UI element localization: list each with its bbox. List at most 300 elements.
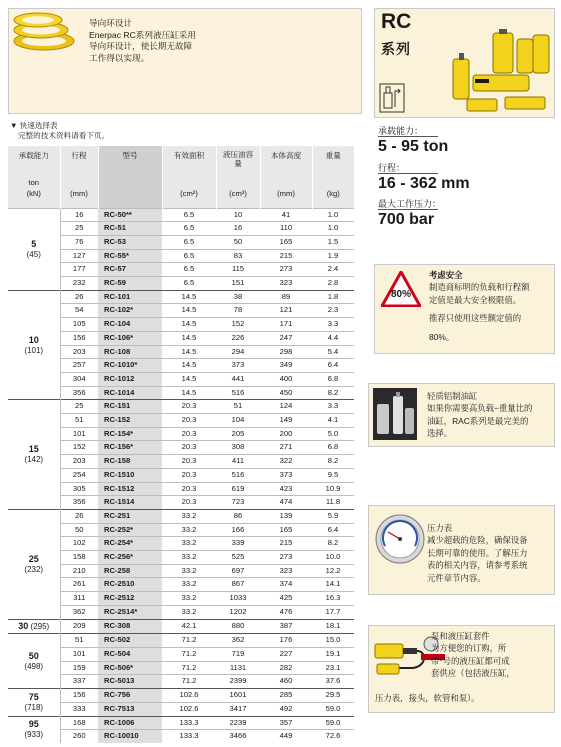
height-cell: 323 — [260, 564, 312, 578]
header-blank — [162, 178, 216, 189]
area-cell: 102.6 — [162, 689, 216, 703]
stroke-cell: 102 — [60, 537, 98, 551]
oil-cell: 308 — [216, 441, 260, 455]
height-cell: 149 — [260, 414, 312, 428]
height-cell: 89 — [260, 290, 312, 304]
height-cell: 227 — [260, 648, 312, 662]
capacity-ton: 75 — [28, 691, 39, 702]
area-cell: 33.2 — [162, 578, 216, 592]
pump-set-text-right — [431, 630, 515, 680]
gauge-line: 元件章节内容。 — [427, 572, 486, 583]
table-row — [8, 400, 354, 414]
weight-cell: 59.0 — [312, 716, 354, 730]
area-cell: 14.5 — [162, 345, 216, 359]
height-cell: 121 — [260, 304, 312, 318]
area-cell: 14.5 — [162, 290, 216, 304]
area-cell: 42.1 — [162, 619, 216, 634]
spec-value: 5 - 95 ton — [378, 138, 449, 155]
height-cell: 171 — [260, 318, 312, 332]
oil-cell: 115 — [216, 263, 260, 277]
height-cell: 373 — [260, 468, 312, 482]
height-cell: 349 — [260, 359, 312, 373]
table-row — [8, 730, 354, 743]
model-cell: RC-106* — [98, 331, 162, 345]
table-row — [8, 304, 354, 318]
model-cell: RC-104 — [98, 318, 162, 332]
stroke-cell: 25 — [60, 222, 98, 236]
weight-cell: 6.8 — [312, 441, 354, 455]
stroke-cell: 260 — [60, 730, 98, 743]
height-cell: 200 — [260, 427, 312, 441]
oil-cell: 10 — [216, 208, 260, 222]
area-cell: 6.5 — [162, 208, 216, 222]
model-cell: RC-55* — [98, 249, 162, 263]
table-row — [8, 716, 354, 730]
table-row — [8, 648, 354, 662]
weight-cell: 1.5 — [312, 235, 354, 249]
weight-cell: 5.0 — [312, 427, 354, 441]
height-cell: 273 — [260, 551, 312, 565]
capacity-cell — [8, 689, 60, 716]
weight-cell: 4.4 — [312, 331, 354, 345]
oil-cell: 83 — [216, 249, 260, 263]
cylinders-photo — [445, 29, 553, 115]
model-cell: RC-2514* — [98, 605, 162, 619]
aluminum-note — [368, 383, 555, 447]
capacity-kn: (232) — [24, 564, 44, 574]
table-row — [8, 345, 354, 359]
area-cell: 20.3 — [162, 441, 216, 455]
area-cell: 133.3 — [162, 716, 216, 730]
table-header-ton-row — [8, 178, 354, 189]
capacity-ton: 50 — [28, 650, 39, 661]
table-row — [8, 702, 354, 716]
weight-cell: 11.8 — [312, 496, 354, 510]
unit-height: (mm) — [260, 189, 312, 208]
weight-cell: 10.9 — [312, 482, 354, 496]
height-cell: 323 — [260, 277, 312, 291]
model-cell: RC-251 — [98, 509, 162, 523]
model-cell: RC-57 — [98, 263, 162, 277]
model-cell: RC-1012 — [98, 372, 162, 386]
model-cell: RC-504 — [98, 648, 162, 662]
capacity-ton: 15 — [28, 444, 39, 455]
oil-cell: 86 — [216, 509, 260, 523]
spec-label: 行程： — [378, 163, 406, 173]
weight-cell: 23.1 — [312, 661, 354, 675]
model-cell: RC-2512 — [98, 592, 162, 606]
col-header-oil-text: 液压油容量 — [222, 150, 254, 168]
area-cell: 20.3 — [162, 400, 216, 414]
stroke-cell: 311 — [60, 592, 98, 606]
oil-cell: 205 — [216, 427, 260, 441]
oil-cell: 2239 — [216, 716, 260, 730]
stroke-cell: 16 — [60, 208, 98, 222]
col-header-stroke: 行程 — [60, 146, 98, 178]
stroke-cell: 50 — [60, 523, 98, 537]
capacity-cell — [8, 619, 60, 634]
stroke-cell: 26 — [60, 290, 98, 304]
stroke-cell: 257 — [60, 359, 98, 373]
oil-cell: 1601 — [216, 689, 260, 703]
oil-cell: 16 — [216, 222, 260, 236]
safety-line: 制造商标明的负载和行程额 — [429, 282, 530, 293]
series-header — [374, 8, 555, 118]
table-row — [8, 496, 354, 510]
area-cell: 71.2 — [162, 634, 216, 648]
col-header-height: 本体高度 — [260, 146, 312, 178]
weight-cell: 59.0 — [312, 702, 354, 716]
height-cell: 247 — [260, 331, 312, 345]
oil-cell: 78 — [216, 304, 260, 318]
area-cell: 33.2 — [162, 523, 216, 537]
table-row — [8, 619, 354, 634]
table-row — [8, 222, 354, 236]
weight-cell: 1.0 — [312, 208, 354, 222]
safety-title: 考虑安全 — [429, 270, 463, 280]
weight-cell: 1.0 — [312, 222, 354, 236]
height-cell: 492 — [260, 702, 312, 716]
oil-cell: 719 — [216, 648, 260, 662]
table-row — [8, 509, 354, 523]
stroke-cell: 25 — [60, 400, 98, 414]
quick-select-title: ▼ 快速选择表 — [10, 121, 58, 130]
gauge-text — [427, 522, 528, 584]
stroke-cell: 101 — [60, 427, 98, 441]
table-row — [8, 372, 354, 386]
col-header-model: 型号 — [98, 146, 162, 178]
weight-cell: 6.4 — [312, 523, 354, 537]
area-cell: 33.2 — [162, 551, 216, 565]
model-cell: RC-1510 — [98, 468, 162, 482]
area-cell: 20.3 — [162, 468, 216, 482]
stroke-cell: 156 — [60, 689, 98, 703]
model-cell: RC-50** — [98, 208, 162, 222]
stroke-cell: 356 — [60, 496, 98, 510]
oil-cell: 525 — [216, 551, 260, 565]
model-cell: RC-152 — [98, 414, 162, 428]
table-units-row — [8, 189, 354, 208]
stroke-cell: 51 — [60, 634, 98, 648]
height-cell: 110 — [260, 222, 312, 236]
table-body — [8, 208, 354, 743]
safety-text — [429, 269, 530, 343]
model-cell: RC-53 — [98, 235, 162, 249]
weight-cell: 8.2 — [312, 455, 354, 469]
area-cell: 14.5 — [162, 318, 216, 332]
pump-set-line: 泵和液压缸套件 — [431, 631, 490, 641]
unit-oil: (cm³) — [216, 189, 260, 208]
oil-cell: 1033 — [216, 592, 260, 606]
area-cell: 14.5 — [162, 359, 216, 373]
area-cell: 14.5 — [162, 304, 216, 318]
model-cell: RC-308 — [98, 619, 162, 634]
area-cell: 71.2 — [162, 675, 216, 689]
capacity-cell — [8, 290, 60, 400]
table-row — [8, 414, 354, 428]
area-cell: 33.2 — [162, 605, 216, 619]
area-cell: 20.3 — [162, 482, 216, 496]
area-cell: 6.5 — [162, 277, 216, 291]
oil-cell: 441 — [216, 372, 260, 386]
height-cell: 449 — [260, 730, 312, 743]
spec-value: 16 - 362 mm — [378, 175, 470, 192]
table-row — [8, 482, 354, 496]
header-blank — [98, 178, 162, 189]
area-cell: 6.5 — [162, 249, 216, 263]
pump-set-line: 带*号的液压缸都可成 — [431, 655, 510, 666]
capacity-kn: (295) — [30, 621, 50, 631]
capacity-cell — [8, 208, 60, 290]
intro-line: 导向环设计 — [89, 18, 132, 28]
table-row — [8, 318, 354, 332]
table-row — [8, 290, 354, 304]
model-cell: RC-1514 — [98, 496, 162, 510]
spec-capacity — [378, 126, 448, 156]
table-row — [8, 468, 354, 482]
model-cell: RC-1006 — [98, 716, 162, 730]
capacity-kn: (933) — [24, 730, 44, 740]
oil-cell: 723 — [216, 496, 260, 510]
capacity-ton: 95 — [28, 719, 39, 730]
stroke-cell: 105 — [60, 318, 98, 332]
oil-cell: 166 — [216, 523, 260, 537]
oil-cell: 226 — [216, 331, 260, 345]
height-cell: 298 — [260, 345, 312, 359]
area-cell: 20.3 — [162, 427, 216, 441]
weight-cell: 9.5 — [312, 468, 354, 482]
oil-cell: 1202 — [216, 605, 260, 619]
oil-cell: 619 — [216, 482, 260, 496]
stroke-cell: 158 — [60, 551, 98, 565]
table-row — [8, 537, 354, 551]
height-cell: 423 — [260, 482, 312, 496]
table-row — [8, 661, 354, 675]
model-cell: RC-151 — [98, 400, 162, 414]
safety-line: 定值是最大安全极限值。 — [429, 294, 522, 305]
quick-select-table — [8, 146, 354, 743]
area-cell: 33.2 — [162, 537, 216, 551]
weight-cell: 8.2 — [312, 386, 354, 400]
spec-pressure — [378, 199, 441, 229]
area-cell: 33.2 — [162, 509, 216, 523]
model-cell: RC-2510 — [98, 578, 162, 592]
height-cell: 476 — [260, 605, 312, 619]
weight-cell: 37.6 — [312, 675, 354, 689]
guide-ring-image — [11, 11, 81, 53]
col-header-weight: 重量 — [312, 146, 354, 178]
area-cell: 6.5 — [162, 222, 216, 236]
weight-cell: 5.9 — [312, 509, 354, 523]
table-header-row — [8, 146, 354, 178]
capacity-cell — [8, 716, 60, 743]
weight-cell: 17.7 — [312, 605, 354, 619]
capacity-kn: (498) — [24, 661, 44, 671]
weight-cell: 5.4 — [312, 345, 354, 359]
safety-line: 推荐只使用这些额定值的 — [429, 313, 522, 324]
capacity-ton: 30 — [18, 620, 29, 631]
weight-cell: 6.8 — [312, 372, 354, 386]
oil-cell: 373 — [216, 359, 260, 373]
model-cell: RC-156* — [98, 441, 162, 455]
model-cell: RC-258 — [98, 564, 162, 578]
height-cell: 387 — [260, 619, 312, 634]
height-cell: 124 — [260, 400, 312, 414]
stroke-cell: 337 — [60, 675, 98, 689]
area-cell: 20.3 — [162, 455, 216, 469]
weight-cell: 2.4 — [312, 263, 354, 277]
oil-cell: 51 — [216, 400, 260, 414]
table-row — [8, 386, 354, 400]
stroke-cell: 156 — [60, 331, 98, 345]
spec-value: 700 bar — [378, 211, 435, 228]
area-cell: 14.5 — [162, 386, 216, 400]
model-cell: RC-59 — [98, 277, 162, 291]
height-cell: 425 — [260, 592, 312, 606]
weight-cell: 19.1 — [312, 648, 354, 662]
capacity-cell — [8, 634, 60, 689]
table-row — [8, 359, 354, 373]
oil-cell: 3466 — [216, 730, 260, 743]
pump-set-line: 压力表，接头，软管和泵）。 — [375, 693, 480, 703]
model-cell: RC-1512 — [98, 482, 162, 496]
table-row — [8, 551, 354, 565]
weight-cell: 3.3 — [312, 318, 354, 332]
stroke-cell: 54 — [60, 304, 98, 318]
model-cell: RC-5013 — [98, 675, 162, 689]
safety-line: 80%。 — [429, 331, 455, 342]
stroke-cell: 261 — [60, 578, 98, 592]
gauge-line: 长期可靠的使用。了解压力 — [427, 547, 528, 558]
model-cell: RC-10010 — [98, 730, 162, 743]
oil-cell: 38 — [216, 290, 260, 304]
stroke-cell: 209 — [60, 619, 98, 634]
table-row — [8, 441, 354, 455]
pressure-gauge-photo — [375, 514, 425, 564]
oil-cell: 1131 — [216, 661, 260, 675]
cylinder-type-icon — [379, 83, 405, 113]
stroke-cell: 304 — [60, 372, 98, 386]
header-blank — [216, 178, 260, 189]
model-cell: RC-7513 — [98, 702, 162, 716]
area-cell: 20.3 — [162, 414, 216, 428]
oil-cell: 697 — [216, 564, 260, 578]
capacity-cell — [8, 400, 60, 510]
weight-cell: 18.1 — [312, 619, 354, 634]
table-row — [8, 592, 354, 606]
model-cell: RC-102* — [98, 304, 162, 318]
pump-set-line: 套供应（包括液压缸， — [431, 668, 515, 679]
height-cell: 374 — [260, 578, 312, 592]
aluminum-text — [427, 390, 532, 440]
area-cell: 133.3 — [162, 730, 216, 743]
area-cell: 33.2 — [162, 564, 216, 578]
stroke-cell: 203 — [60, 455, 98, 469]
col-header-capacity: 承载能力 — [8, 146, 60, 178]
capacity-cell — [8, 509, 60, 619]
stroke-cell: 305 — [60, 482, 98, 496]
weight-cell: 4.1 — [312, 414, 354, 428]
table-row — [8, 277, 354, 291]
aluminum-cylinders-photo — [373, 388, 417, 440]
unit-capacity: (kN) — [8, 189, 60, 208]
height-cell: 460 — [260, 675, 312, 689]
capacity-ton: 25 — [28, 553, 39, 564]
stroke-cell: 232 — [60, 277, 98, 291]
area-cell: 33.2 — [162, 592, 216, 606]
capacity-kn: (718) — [24, 702, 44, 712]
model-cell: RC-1010* — [98, 359, 162, 373]
height-cell: 176 — [260, 634, 312, 648]
table-row — [8, 675, 354, 689]
pump-set-note — [368, 625, 555, 713]
stroke-cell: 177 — [60, 263, 98, 277]
height-cell: 400 — [260, 372, 312, 386]
area-cell: 6.5 — [162, 235, 216, 249]
weight-cell: 10.0 — [312, 551, 354, 565]
oil-cell: 151 — [216, 277, 260, 291]
header-blank — [312, 178, 354, 189]
series-code: RC — [381, 10, 412, 33]
table-row — [8, 208, 354, 222]
model-cell: RC-1014 — [98, 386, 162, 400]
oil-cell: 3417 — [216, 702, 260, 716]
stroke-cell: 159 — [60, 661, 98, 675]
spec-label: 承载能力： — [378, 126, 424, 136]
height-cell: 357 — [260, 716, 312, 730]
table-row — [8, 263, 354, 277]
stroke-cell: 333 — [60, 702, 98, 716]
area-cell: 71.2 — [162, 661, 216, 675]
stroke-cell: 26 — [60, 509, 98, 523]
unit-model — [98, 189, 162, 208]
intro-text — [89, 18, 196, 64]
weight-cell: 2.3 — [312, 304, 354, 318]
col-header-ton: ton — [8, 178, 60, 189]
safety-note — [374, 264, 555, 354]
table-row — [8, 689, 354, 703]
table-row — [8, 455, 354, 469]
intro-line: 导向环设计，使长期无故障 — [89, 41, 193, 52]
intro-line: Enerpac RC系列液压缸采用 — [89, 29, 196, 40]
spec-label: 最大工作压力： — [378, 199, 442, 209]
model-cell: RC-51 — [98, 222, 162, 236]
height-cell: 271 — [260, 441, 312, 455]
table-row — [8, 427, 354, 441]
aluminum-line: 油缸，RAC系列是最完美的 — [427, 415, 529, 426]
area-cell: 102.6 — [162, 702, 216, 716]
intro-panel — [8, 8, 362, 114]
weight-cell: 1.8 — [312, 290, 354, 304]
weight-cell: 6.4 — [312, 359, 354, 373]
stroke-cell: 356 — [60, 386, 98, 400]
weight-cell: 2.8 — [312, 277, 354, 291]
gauge-line: 表的相关内容，请参考系统 — [427, 560, 528, 571]
oil-cell: 411 — [216, 455, 260, 469]
table-row — [8, 605, 354, 619]
model-cell: RC-756 — [98, 689, 162, 703]
col-header-area: 有效面积 — [162, 146, 216, 178]
oil-cell: 339 — [216, 537, 260, 551]
height-cell: 474 — [260, 496, 312, 510]
area-cell: 6.5 — [162, 263, 216, 277]
spec-stroke — [378, 163, 470, 193]
capacity-ton: 10 — [28, 334, 39, 345]
stroke-cell: 210 — [60, 564, 98, 578]
aluminum-line: 如果你需要高负载−重量比的 — [427, 403, 533, 414]
weight-cell: 3.3 — [312, 400, 354, 414]
table-row — [8, 249, 354, 263]
